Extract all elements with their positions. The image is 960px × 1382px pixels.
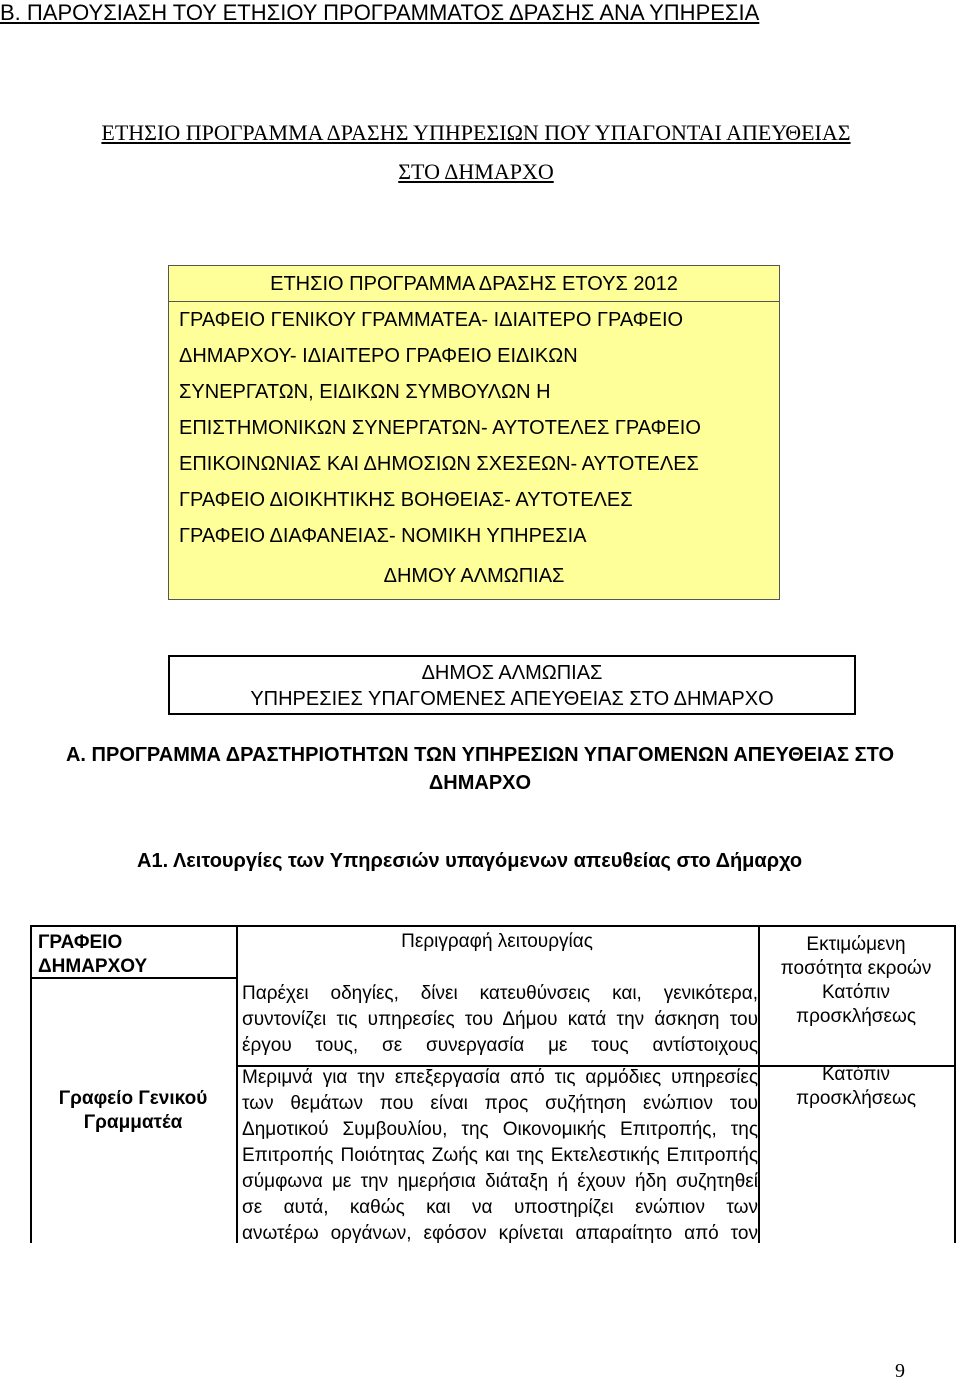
col-header-description: Περιγραφή λειτουργίας bbox=[401, 931, 593, 952]
program-title-line2: ΣΤΟ ΔΗΜΑΡΧΟ bbox=[398, 159, 554, 184]
program-info-line: ΓΡΑΦΕΙΟ ΔΙΑΦΑΝΕΙΑΣ- ΝΟΜΙΚΗ ΥΠΗΡΕΣΙΑ bbox=[179, 525, 587, 547]
municipality-box bbox=[168, 655, 856, 715]
table-border bbox=[30, 925, 956, 927]
program-info-line: ΔΗΜΑΡΧΟΥ- ΙΔΙΑΙΤΕΡΟ ΓΡΑΦΕΙΟ ΕΙΔΙΚΩΝ bbox=[179, 345, 578, 367]
program-info-line: ΕΠΙΣΤΗΜΟΝΙΚΩΝ ΣΥΝΕΡΓΑΤΩΝ- ΑΥΤΟΤΕΛΕΣ ΓΡΑΦΕΙΟ bbox=[179, 417, 701, 439]
section-a-heading-line1: Α. ΠΡΟΓΡΑΜΜΑ ΔΡΑΣΤΗΡΙΟΤΗΤΩΝ ΤΩΝ ΥΠΗΡΕΣΙΩΝ ΥΠΑΓΟΜΕΝΩΝ ΑΠΕΥΘΕΙΑΣ ΣΤΟ bbox=[65, 744, 895, 766]
program-info-line: ΣΥΝΕΡΓΑΤΩΝ, ΕΙΔΙΚΩΝ ΣΥΜΒΟΥΛΩΝ Η bbox=[179, 381, 551, 403]
description-line: έργου τους, σε συνεργασία με τους αντίστοιχους bbox=[242, 1035, 758, 1056]
table-border bbox=[954, 925, 956, 1243]
description-line: σύμφωνα με την ημερήσια διάταξη ή έχουν ήδη συζητηθεί bbox=[242, 1171, 758, 1192]
program-info-line: ΕΠΙΚΟΙΝΩΝΙΑΣ ΚΑΙ ΔΗΜΟΣΙΩΝ ΣΧΕΣΕΩΝ- ΑΥΤΟΤΕΛΕΣ bbox=[179, 453, 699, 475]
output-value: Κατόπιν προσκλήσεως bbox=[796, 982, 916, 1027]
col-header-output: Εκτιμώμενη ποσότητα εκροών bbox=[780, 934, 932, 979]
section-a1-heading: Α1. Λειτουργίες των Υπηρεσιών υπαγόμενων απευθείας στο Δήμαρχο bbox=[137, 850, 803, 872]
program-info-line: ΓΡΑΦΕΙΟ ΓΕΝΙΚΟΥ ΓΡΑΜΜΑΤΕΑ- ΙΔΙΑΙΤΕΡΟ ΓΡΑΦΕΙΟ bbox=[179, 309, 684, 331]
program-info-line: ΓΡΑΦΕΙΟ ΔΙΟΙΚΗΤΙΚΗΣ ΒΟΗΘΕΙΑΣ- ΑΥΤΟΤΕΛΕΣ bbox=[179, 489, 633, 511]
output-value: Κατόπιν προσκλήσεως bbox=[796, 1064, 916, 1109]
table-border bbox=[236, 925, 238, 1243]
section-a-heading-line2: ΔΗΜΑΡΧΟ bbox=[428, 772, 532, 794]
program-title-line1: ΕΤΗΣΙΟ ΠΡΟΓΡΑΜΜΑ ΔΡΑΣΗΣ ΥΠΗΡΕΣΙΩΝ ΠΟΥ ΥΠΑΓΟΝΤΑΙ ΑΠΕΥΘΕΙΑΣ bbox=[101, 120, 851, 145]
col-header-office: ΓΡΑΦΕΙΟ ΔΗΜΑΡΧΟΥ bbox=[38, 932, 148, 977]
municipality-name: ΔΗΜΟΣ ΑΛΜΩΠΙΑΣ bbox=[421, 662, 603, 684]
program-info-heading-row bbox=[169, 266, 779, 302]
table-border bbox=[30, 925, 32, 1243]
program-info-footer: ΔΗΜΟΥ ΑΛΜΩΠΙΑΣ bbox=[383, 565, 565, 587]
functions-table bbox=[0, 925, 960, 1243]
program-info-heading: ΕΤΗΣΙΟ ΠΡΟΓΡΑΜΜΑ ΔΡΑΣΗΣ ΕΤΟΥΣ 2012 bbox=[270, 273, 678, 295]
program-info-box bbox=[168, 265, 780, 600]
description-line: συντονίζει τις υπηρεσίες του Δήμου κατά την άσκηση του bbox=[242, 1009, 758, 1030]
description-line: Δημοτικού Συμβουλίου, της Οικονομικής Επιτροπής, της bbox=[242, 1119, 758, 1140]
description-line: των θεμάτων που είναι προς συζήτηση ενώπιον του bbox=[242, 1093, 758, 1114]
description-line: ανωτέρω οργάνων, εφόσον κρίνεται απαραίτητο από τον bbox=[242, 1223, 758, 1243]
municipality-services: ΥΠΗΡΕΣΙΕΣ ΥΠΑΓΟΜΕΝΕΣ ΑΠΕΥΘΕΙΑΣ ΣΤΟ ΔΗΜΑΡΧΟ bbox=[250, 688, 774, 710]
description-line: Επιτροπής Ποιότητας Ζωής και της Εκτελεστικής Επιτροπής bbox=[242, 1145, 758, 1166]
description-line: Παρέχει οδηγίες, δίνει κατευθύνσεις και, γενικότερα, bbox=[242, 983, 758, 1004]
description-line: Μεριμνά για την επεξεργασία από τις αρμόδιες υπηρεσίες bbox=[242, 1067, 758, 1088]
office-name: Γραφείο Γενικού Γραμματέα bbox=[58, 1088, 208, 1133]
section-title: Β. ΠΑΡΟΥΣΙΑΣΗ ΤΟΥ ΕΤΗΣΙΟΥ ΠΡΟΓΡΑΜΜΑΤΟΣ ΔΡΑΣΗΣ ΑΝΑ ΥΠΗΡΕΣΙΑ bbox=[0, 0, 760, 25]
description-line: σε αυτά, καθώς και να υποστηρίζει ενώπιον των bbox=[242, 1197, 758, 1218]
page-number: 9 bbox=[895, 1360, 905, 1382]
